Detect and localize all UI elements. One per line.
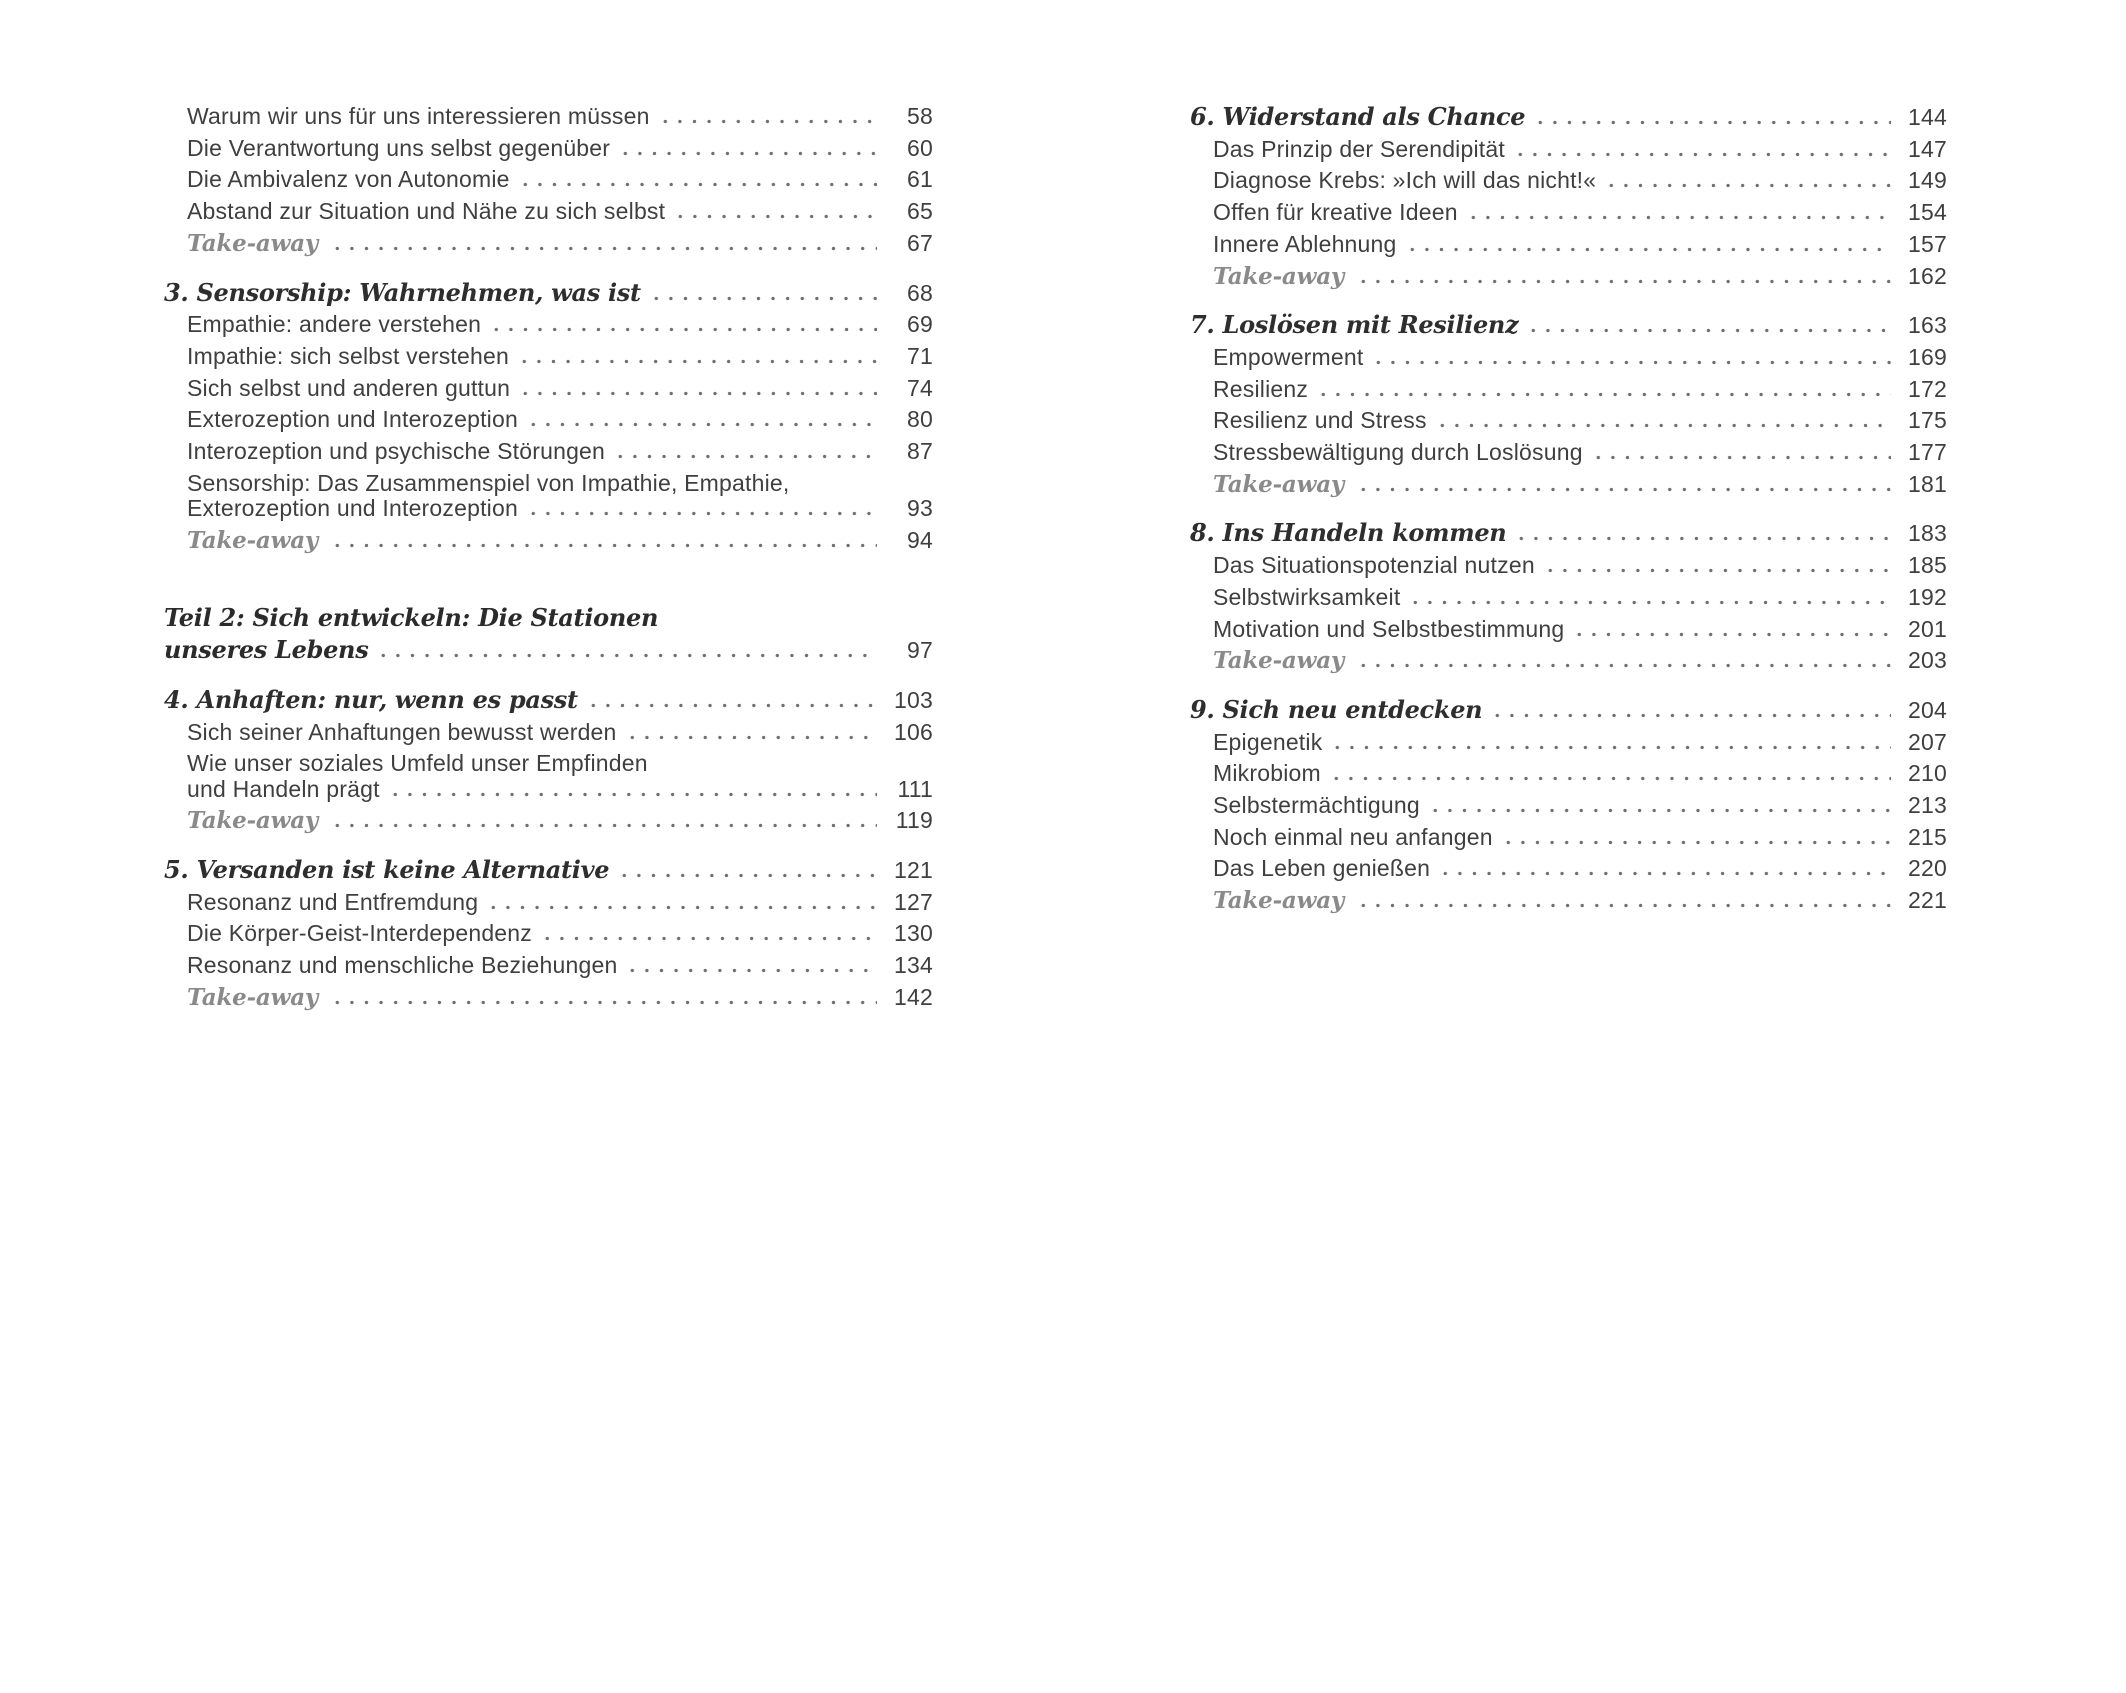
toc-entry	[1190, 342, 1947, 374]
page-number: 203	[1908, 647, 1947, 674]
toc-entry	[1190, 885, 1947, 917]
dot-leader-icon	[673, 214, 877, 219]
page-number: 192	[1908, 583, 1947, 610]
entry-label: Offen für kreative Ideen	[1213, 199, 1458, 226]
toc-entry	[164, 805, 933, 837]
entry-label: Sich selbst und anderen guttun	[187, 374, 511, 401]
entry-label: Selbstermächtigung	[1213, 792, 1420, 819]
entry-label: Das Leben genießen	[1213, 855, 1431, 882]
page-number: 213	[1908, 792, 1947, 819]
dot-leader-icon	[486, 905, 877, 910]
toc-entry	[1190, 517, 1947, 550]
toc-entry	[1190, 309, 1947, 342]
toc-entry	[164, 341, 933, 373]
toc-column-left	[164, 101, 933, 1013]
entry-label: Resonanz und Entfremdung	[187, 888, 479, 915]
dot-leader-icon	[518, 391, 877, 396]
page-number: 65	[907, 198, 933, 225]
entry-label: Sensorship: Das Zusammenspiel von Impathie, Empathie,	[187, 469, 790, 496]
page-number: 162	[1908, 262, 1947, 289]
page-number: 60	[907, 134, 933, 161]
page-number: 183	[1908, 520, 1947, 547]
page-number: 181	[1908, 470, 1947, 497]
toc-entry	[1190, 101, 1947, 134]
entry-line-1	[187, 751, 933, 777]
toc-entry	[1190, 694, 1947, 727]
dot-leader-icon	[1438, 871, 1891, 876]
dot-leader-icon	[625, 968, 877, 973]
entry-label: 7. Loslösen mit Resilienz	[1190, 310, 1519, 340]
entry-label: Noch einmal neu anfangen	[1213, 823, 1493, 850]
entry-label: 6. Widerstand als Chance	[1190, 102, 1526, 131]
page-number: 172	[1908, 375, 1947, 402]
toc-entry	[164, 133, 933, 165]
toc-entry	[1190, 614, 1947, 646]
page-number: 144	[1908, 104, 1947, 130]
dot-leader-icon	[540, 936, 877, 941]
entry-label: Resilienz	[1213, 375, 1309, 402]
dot-leader-icon	[1405, 247, 1891, 252]
entry-label: Take-away	[1213, 647, 1345, 675]
toc-entry	[1190, 582, 1947, 614]
entry-label: und Handeln prägt	[187, 775, 380, 802]
dot-leader-icon	[388, 792, 877, 797]
dot-leader-icon	[517, 359, 877, 364]
entry-line-1	[187, 471, 933, 497]
page-number: 106	[894, 718, 933, 745]
dot-leader-icon	[1435, 423, 1891, 428]
page-number: 163	[1908, 312, 1947, 339]
dot-leader-icon	[1526, 328, 1891, 333]
toc-entry	[164, 164, 933, 196]
toc-entry	[164, 950, 933, 982]
dot-leader-icon	[649, 296, 877, 301]
page-number: 169	[1908, 343, 1947, 370]
toc-entry	[1190, 229, 1947, 261]
page-number: 80	[907, 406, 933, 433]
page-number: 67	[907, 229, 933, 256]
toc-entry	[164, 228, 933, 260]
dot-leader-icon	[330, 1000, 877, 1005]
entry-label: Resonanz und menschliche Beziehungen	[187, 952, 618, 979]
page-number: 97	[907, 637, 933, 664]
entry-label: Teil 2: Sich entwickeln: Die Stationen	[164, 603, 659, 633]
page-number: 185	[1908, 552, 1947, 579]
entry-label: Exterozeption und Interozeption	[187, 495, 518, 522]
toc-entry	[1190, 727, 1947, 759]
toc-entry	[1190, 165, 1947, 197]
page-number: 93	[907, 495, 933, 522]
dot-leader-icon	[526, 511, 877, 516]
dot-leader-icon	[1329, 776, 1891, 781]
toc-entry	[164, 471, 933, 522]
dot-leader-icon	[1543, 568, 1891, 573]
entry-label: Stressbewältigung durch Loslösung	[1213, 439, 1583, 466]
toc-entry	[164, 684, 933, 717]
entry-label: Selbstwirksamkeit	[1213, 583, 1401, 610]
dot-leader-icon	[658, 119, 877, 124]
toc-entry	[164, 918, 933, 950]
toc-entry	[164, 404, 933, 436]
toc-entry	[164, 982, 933, 1014]
entry-label: Empowerment	[1213, 343, 1364, 370]
dot-leader-icon	[526, 422, 877, 427]
toc-entry	[164, 309, 933, 341]
entry-label: Mikrobiom	[1213, 760, 1321, 787]
dot-leader-icon	[1428, 808, 1891, 813]
dot-leader-icon	[518, 182, 877, 187]
entry-label: Empathie: andere verstehen	[187, 311, 482, 338]
page-number: 207	[1908, 728, 1947, 755]
entry-label: Die Ambivalenz von Autonomie	[187, 166, 510, 193]
entry-label: 4. Anhaften: nur, wenn es passt	[164, 684, 578, 714]
toc-entry	[164, 854, 933, 887]
toc-entry	[1190, 822, 1947, 854]
entry-label: Epigenetik	[1213, 728, 1323, 755]
entry-label: Die Körper-Geist-Interdependenz	[187, 920, 532, 947]
entry-label: Take-away	[1213, 887, 1345, 915]
toc-entry	[164, 436, 933, 468]
toc-column-right	[1190, 101, 1947, 917]
entry-label: Resilienz und Stress	[1213, 407, 1427, 434]
entry-label: Das Situationspotenzial nutzen	[1213, 552, 1535, 579]
dot-leader-icon	[1572, 632, 1891, 637]
dot-leader-icon	[330, 246, 877, 251]
toc-entry	[164, 751, 933, 802]
page-number: 61	[907, 166, 933, 193]
entry-label: Take-away	[1213, 470, 1345, 498]
dot-leader-icon	[1330, 745, 1891, 750]
toc-entry	[1190, 374, 1947, 406]
dot-leader-icon	[625, 735, 877, 740]
dot-leader-icon	[1356, 903, 1891, 908]
page-number: 177	[1908, 439, 1947, 466]
dot-leader-icon	[1514, 536, 1891, 541]
entry-line-2	[187, 496, 933, 522]
entry-label: Motivation und Selbstbestimmung	[1213, 615, 1565, 642]
page-number: 94	[907, 526, 933, 553]
page-number: 210	[1908, 760, 1947, 787]
dot-leader-icon	[376, 653, 877, 658]
entry-label: Das Prinzip der Serendipität	[1213, 135, 1505, 162]
dot-leader-icon	[1356, 279, 1891, 284]
entry-label: Innere Ablehnung	[1213, 230, 1397, 257]
toc-entry	[164, 373, 933, 405]
dot-leader-icon	[1356, 663, 1891, 668]
dot-leader-icon	[617, 873, 877, 878]
page-number: 69	[907, 311, 933, 338]
dot-leader-icon	[586, 703, 877, 708]
entry-label: Take-away	[187, 807, 319, 835]
page-number: 119	[895, 807, 933, 834]
dot-leader-icon	[1604, 183, 1891, 188]
dot-leader-icon	[1356, 487, 1891, 492]
page-number: 142	[894, 983, 933, 1010]
toc-entry	[164, 277, 933, 310]
toc-entry	[1190, 758, 1947, 790]
page-number: 204	[1908, 696, 1947, 723]
dot-leader-icon	[618, 151, 877, 156]
dot-leader-icon	[1371, 360, 1891, 365]
page-number: 68	[907, 279, 933, 306]
page-number: 87	[907, 438, 933, 465]
page-number: 175	[1908, 407, 1947, 434]
toc-entry	[164, 602, 933, 666]
page-number: 154	[1908, 199, 1947, 226]
dot-leader-icon	[1591, 455, 1891, 460]
entry-label: Exterozeption und Interozeption	[187, 406, 518, 433]
page-number: 74	[907, 374, 933, 401]
page-number: 134	[894, 952, 933, 979]
dot-leader-icon	[613, 454, 877, 459]
dot-leader-icon	[1316, 392, 1891, 397]
entry-label: Diagnose Krebs: »Ich will das nicht!«	[1213, 167, 1597, 194]
entry-line-2	[187, 777, 933, 803]
toc-entry	[164, 196, 933, 228]
toc-entry	[1190, 550, 1947, 582]
dot-leader-icon	[1533, 120, 1891, 125]
page-number: 71	[907, 342, 933, 369]
dot-leader-icon	[1466, 215, 1891, 220]
toc-entry	[1190, 197, 1947, 229]
toc-entry	[1190, 645, 1947, 677]
entry-label: Interozeption und psychische Störungen	[187, 438, 606, 465]
dot-leader-icon	[1490, 713, 1891, 718]
page-number: 103	[894, 686, 933, 713]
entry-label: Die Verantwortung uns selbst gegenüber	[187, 134, 611, 161]
page-number: 58	[907, 103, 933, 129]
entry-label: Take-away	[1213, 262, 1345, 290]
entry-label: Abstand zur Situation und Nähe zu sich selbst	[187, 198, 666, 225]
page-number: 201	[1908, 615, 1947, 642]
page-number: 215	[1908, 823, 1947, 850]
entry-label: Take-away	[187, 526, 319, 554]
entry-label: Warum wir uns für uns interessieren müssen	[187, 103, 650, 129]
entry-label: Take-away	[187, 983, 319, 1011]
toc-entry	[164, 887, 933, 919]
entry-label: Impathie: sich selbst verstehen	[187, 342, 509, 369]
toc-entry	[1190, 134, 1947, 166]
entry-label: 3. Sensorship: Wahrnehmen, was ist	[164, 277, 641, 307]
dot-leader-icon	[1513, 152, 1891, 157]
toc-entry	[1190, 853, 1947, 885]
dot-leader-icon	[1501, 840, 1891, 845]
page-number: 149	[1908, 167, 1947, 194]
toc-entry	[1190, 261, 1947, 293]
toc-entry	[1190, 405, 1947, 437]
toc-entry	[1190, 469, 1947, 501]
page-number: 220	[1908, 855, 1947, 882]
page-number: 221	[1908, 887, 1947, 914]
page-number: 130	[894, 920, 933, 947]
dot-leader-icon	[330, 543, 877, 548]
page-number: 157	[1908, 230, 1947, 257]
dot-leader-icon	[1408, 600, 1891, 605]
dot-leader-icon	[489, 327, 877, 332]
toc-entry	[164, 525, 933, 557]
entry-label: 9. Sich neu entdecken	[1190, 694, 1483, 724]
dot-leader-icon	[330, 823, 877, 828]
entry-label: 5. Versanden ist keine Alternative	[164, 854, 610, 884]
entry-label: 8. Ins Handeln kommen	[1190, 518, 1507, 548]
entry-line-1	[164, 602, 933, 634]
toc-entry	[164, 717, 933, 749]
toc-entry	[164, 101, 933, 133]
page-number: 121	[894, 856, 933, 883]
page-number: 111	[897, 775, 933, 802]
entry-label: unseres Lebens	[164, 635, 369, 665]
entry-label: Wie unser soziales Umfeld unser Empfinden	[187, 750, 648, 777]
entry-label: Sich seiner Anhaftungen bewusst werden	[187, 718, 617, 745]
page-number: 127	[894, 888, 933, 915]
entry-label: Take-away	[187, 229, 319, 257]
entry-line-2	[164, 634, 933, 667]
toc-entry	[1190, 790, 1947, 822]
toc-entry	[1190, 437, 1947, 469]
page-number: 147	[1908, 135, 1947, 162]
